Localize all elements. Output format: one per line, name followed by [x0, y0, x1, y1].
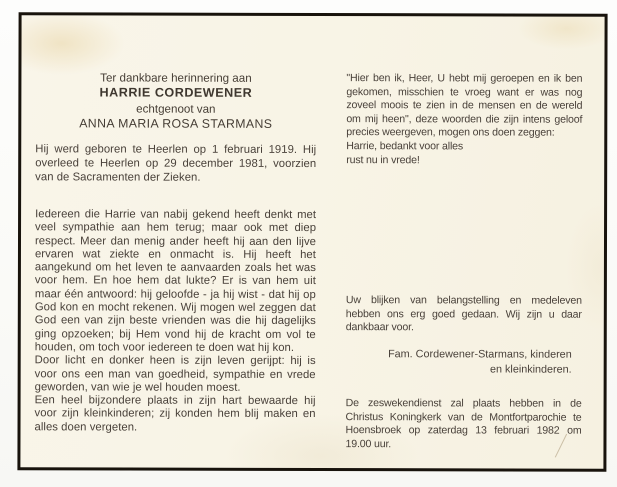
card-header: [35, 70, 316, 132]
memorial-paragraph-2: Door licht en donker heen is zijn leven gerijpt: hij is voor ons een man van goedheid, sympathie en vrede geworden, van wie je wel houden moest.: [34, 354, 316, 394]
relation-line: echtgenoot van: [136, 102, 216, 116]
quote-block: [346, 72, 582, 168]
card-left-page: [34, 15, 316, 468]
signature-line-2: en kleinkinderen.: [490, 363, 572, 376]
memorial-text-block: [34, 208, 316, 435]
memorial-paragraph-1: Iedereen die Harrie van nabij gekend heeft denkt met veel sympathie aan hem terug; maar ook met diep respect. Meer dan menig ander heeft hij aan den lijve ervaren wat ziekte en onmacht is. Hij heeft het aangekund om het leven te aanvaarden zoals het was voor hem. En hoe hem dat lukte? Er is van hem uit maar één antwoord: hij geloofde - ja hij wist - dat hij op God kon en mocht rekenen. Wij mogen wel zeggen dat God een van zijn beste vrienden was die hij dagelijks ging opzoeken; bij Hem vond hij de kracht om vol te houden, om toch voor iedereen te doen wat hij kon.: [34, 208, 317, 354]
birth-death-block: [35, 142, 316, 185]
quote-thanks-line: Harrie, bedankt voor alles: [346, 140, 464, 153]
family-signature: [346, 347, 582, 377]
quote-paragraph: "Hier ben ik, Heer, U hebt mij geroepen en ik ben gekomen, misschien te vroeg want er was nog zoveel moois te zien in de mensen en de wereld om mij heen", deze woorden die zijn intens geloof precies weergeven, mogen ons doen zeggen:: [346, 72, 583, 140]
deceased-name: HARRIE CORDEWENER: [99, 85, 253, 101]
condolence-block: [346, 294, 582, 335]
memorial-paragraph-3: Een heel bijzondere plaats in zijn hart bewaarde hij voor zijn kleinkinderen; zij konden hem blij maken en alles doen vergeten.: [34, 394, 316, 434]
service-notice-block: [345, 397, 581, 452]
signature-line-1: Fam. Cordewener-Starmans, kinderen: [388, 348, 572, 361]
birth-death-paragraph: Hij werd geboren te Heerlen op 1 februari 1919. Hij overleed te Heerlen op 29 december 1981, voorzien van de Sacramenten der Zieken.: [35, 143, 317, 185]
card-right-page: [345, 16, 582, 469]
memorial-card: [17, 12, 607, 472]
dedication-line: Ter dankbare herinnering aan: [100, 71, 252, 85]
condolence-paragraph: Uw blijken van belangstelling en medeleven hebben ons erg goed gedaan. Wij zijn u daar dankbaar voor.: [345, 294, 582, 334]
spouse-name: ANNA MARIA ROSA STARMANS: [79, 116, 273, 131]
service-notice-paragraph: De zeswekendienst zal plaats hebben in de Christus Koningkerk van de Montfortparochie te Hoensbroek op zaterdag 13 februari 1982 om 19.00 uur.: [345, 397, 582, 450]
quote-rest-line: rust nu in vrede!: [346, 153, 420, 166]
